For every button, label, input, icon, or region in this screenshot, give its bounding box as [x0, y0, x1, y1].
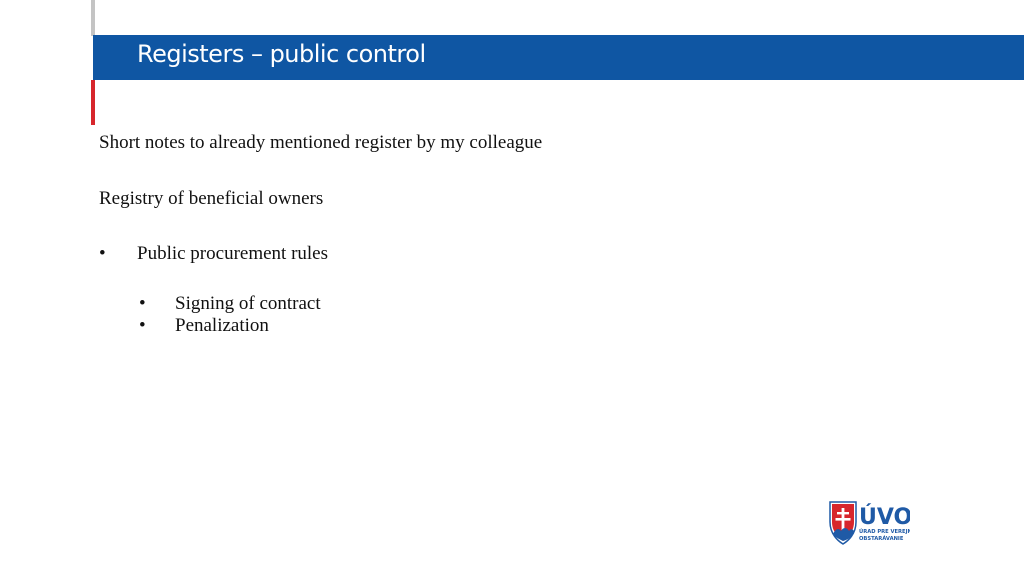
logo-line2: OBSTARÁVANIE	[859, 536, 904, 542]
bullet-text: Public procurement rules	[137, 243, 329, 264]
left-edge-accent-gray	[91, 0, 95, 36]
bullet-dot: •	[139, 315, 146, 336]
section-heading: Registry of beneficial owners	[99, 188, 324, 209]
slide-title: Registers – public control	[137, 40, 426, 68]
title-band	[93, 35, 1024, 80]
logo-line1: ÚRAD PRE VEREJNÉ	[859, 529, 910, 535]
logo-name: ÚVO	[859, 505, 910, 530]
bullet-dot: •	[99, 243, 106, 264]
left-edge-accent-red	[91, 80, 95, 125]
uvo-logo-graphic	[828, 500, 910, 546]
intro-text: Short notes to already mentioned register by my colleague	[99, 132, 543, 153]
uvo-logo	[828, 500, 910, 546]
bullet-dot: •	[139, 293, 146, 314]
sub-bullet-text: Signing of contract	[175, 293, 321, 314]
sub-bullet-text: Penalization	[175, 315, 269, 336]
